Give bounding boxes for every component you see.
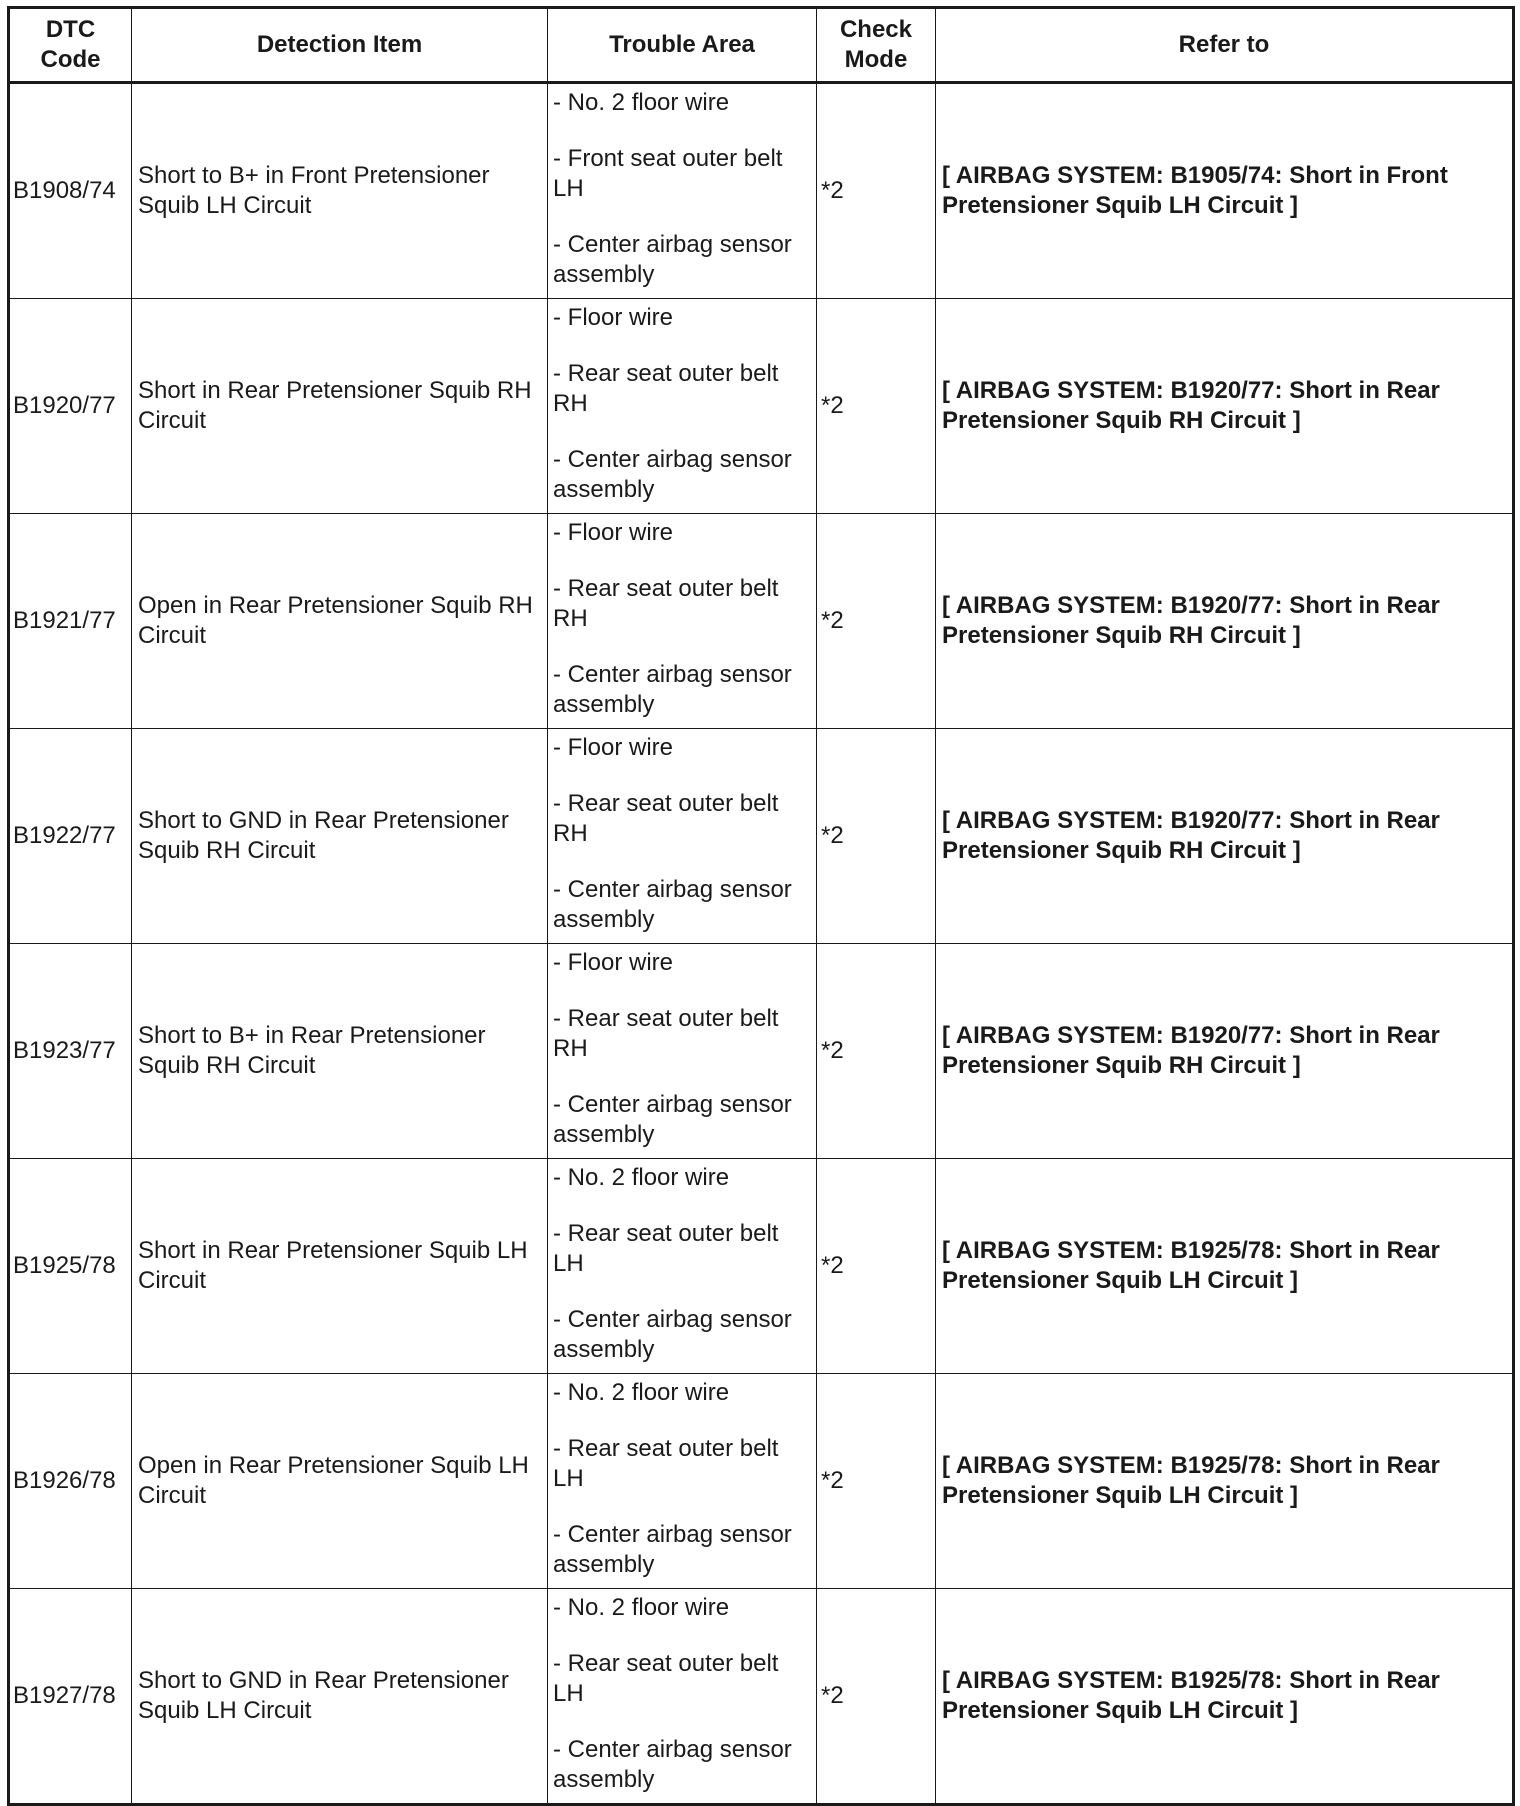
header-detection-item: Detection Item <box>132 8 548 83</box>
trouble-area-item: - Center airbag sensor assembly <box>553 1091 792 1148</box>
check-mode-cell: *2 <box>817 1159 936 1374</box>
trouble-area-item: - Center airbag sensor assembly <box>553 876 792 933</box>
trouble-area-item: - Front seat outer belt LH <box>553 145 783 202</box>
header-row <box>9 8 1514 83</box>
header-dtc-code-line1: DTC <box>45 16 96 43</box>
trouble-area-item: - Center airbag sensor assembly <box>553 1521 792 1578</box>
trouble-area-item: - Center airbag sensor assembly <box>553 1736 792 1793</box>
check-mode-cell: *2 <box>817 729 936 944</box>
trouble-area-cell <box>548 1589 817 1805</box>
dtc-code-cell: B1923/77 <box>9 944 132 1159</box>
trouble-area-item: - Rear seat outer belt LH <box>553 1435 779 1492</box>
header-check-mode <box>817 8 936 83</box>
table-row <box>9 83 1514 299</box>
table-row <box>9 944 1514 1159</box>
refer-to-link[interactable]: [ AIRBAG SYSTEM: B1920/77: Short in Rear Pretensioner Squib RH Circuit ] <box>936 299 1514 514</box>
trouble-area-item: - Floor wire <box>553 734 674 761</box>
trouble-area-item: - Rear seat outer belt LH <box>553 1220 779 1277</box>
table-row <box>9 729 1514 944</box>
header-check-mode-line1: Check <box>839 16 913 43</box>
detection-item-cell: Open in Rear Pretensioner Squib RH Circuit <box>132 514 548 729</box>
header-dtc-code-line2: Code <box>40 46 101 73</box>
detection-item-cell: Short to B+ in Front Pretensioner Squib LH Circuit <box>132 83 548 299</box>
trouble-area-item: - Center airbag sensor assembly <box>553 661 792 718</box>
check-mode-cell: *2 <box>817 1374 936 1589</box>
trouble-area-item: - Floor wire <box>553 949 674 976</box>
trouble-area-item: - Rear seat outer belt RH <box>553 1005 779 1062</box>
trouble-area-cell <box>548 1159 817 1374</box>
trouble-area-item: - Center airbag sensor assembly <box>553 446 792 503</box>
detection-item-cell: Short to GND in Rear Pretensioner Squib RH Circuit <box>132 729 548 944</box>
trouble-area-item: - Rear seat outer belt RH <box>553 575 779 632</box>
dtc-table <box>7 6 1515 1806</box>
dtc-code-cell: B1926/78 <box>9 1374 132 1589</box>
refer-to-link[interactable]: [ AIRBAG SYSTEM: B1925/78: Short in Rear Pretensioner Squib LH Circuit ] <box>936 1589 1514 1805</box>
dtc-code-cell: B1920/77 <box>9 299 132 514</box>
check-mode-cell: *2 <box>817 1589 936 1805</box>
trouble-area-cell <box>548 729 817 944</box>
check-mode-cell: *2 <box>817 514 936 729</box>
refer-to-link[interactable]: [ AIRBAG SYSTEM: B1920/77: Short in Rear Pretensioner Squib RH Circuit ] <box>936 944 1514 1159</box>
dtc-code-cell: B1908/74 <box>9 83 132 299</box>
trouble-area-item: - Rear seat outer belt RH <box>553 790 779 847</box>
table-row <box>9 1159 1514 1374</box>
refer-to-link[interactable]: [ AIRBAG SYSTEM: B1925/78: Short in Rear Pretensioner Squib LH Circuit ] <box>936 1374 1514 1589</box>
trouble-area-cell <box>548 1374 817 1589</box>
table-header <box>9 8 1514 83</box>
detection-item-cell: Short in Rear Pretensioner Squib LH Circuit <box>132 1159 548 1374</box>
dtc-code-cell: B1927/78 <box>9 1589 132 1805</box>
table-row <box>9 1589 1514 1805</box>
trouble-area-cell <box>548 944 817 1159</box>
refer-to-link[interactable]: [ AIRBAG SYSTEM: B1920/77: Short in Rear Pretensioner Squib RH Circuit ] <box>936 514 1514 729</box>
detection-item-cell: Short to GND in Rear Pretensioner Squib LH Circuit <box>132 1589 548 1805</box>
trouble-area-cell <box>548 83 817 299</box>
trouble-area-item: - Rear seat outer belt RH <box>553 360 779 417</box>
header-check-mode-line2: Mode <box>844 46 908 73</box>
dtc-code-cell: B1925/78 <box>9 1159 132 1374</box>
trouble-area-item: - No. 2 floor wire <box>553 89 730 116</box>
trouble-area-item: - Floor wire <box>553 304 674 331</box>
refer-to-link[interactable]: [ AIRBAG SYSTEM: B1920/77: Short in Rear Pretensioner Squib RH Circuit ] <box>936 729 1514 944</box>
trouble-area-cell <box>548 514 817 729</box>
dtc-code-cell: B1922/77 <box>9 729 132 944</box>
trouble-area-item: - Center airbag sensor assembly <box>553 231 792 288</box>
trouble-area-item: - Center airbag sensor assembly <box>553 1306 792 1363</box>
table-row <box>9 514 1514 729</box>
table-row <box>9 1374 1514 1589</box>
check-mode-cell: *2 <box>817 944 936 1159</box>
trouble-area-item: - Rear seat outer belt LH <box>553 1650 779 1707</box>
trouble-area-cell <box>548 299 817 514</box>
table-row <box>9 299 1514 514</box>
refer-to-link[interactable]: [ AIRBAG SYSTEM: B1925/78: Short in Rear Pretensioner Squib LH Circuit ] <box>936 1159 1514 1374</box>
header-dtc-code <box>9 8 132 83</box>
detection-item-cell: Open in Rear Pretensioner Squib LH Circuit <box>132 1374 548 1589</box>
header-trouble-area: Trouble Area <box>548 8 817 83</box>
detection-item-cell: Short in Rear Pretensioner Squib RH Circuit <box>132 299 548 514</box>
refer-to-link[interactable]: [ AIRBAG SYSTEM: B1905/74: Short in Front Pretensioner Squib LH Circuit ] <box>936 83 1514 299</box>
trouble-area-item: - Floor wire <box>553 519 674 546</box>
check-mode-cell: *2 <box>817 299 936 514</box>
dtc-code-cell: B1921/77 <box>9 514 132 729</box>
detection-item-cell: Short to B+ in Rear Pretensioner Squib RH Circuit <box>132 944 548 1159</box>
check-mode-cell: *2 <box>817 83 936 299</box>
table-body <box>9 83 1514 1805</box>
trouble-area-item: - No. 2 floor wire <box>553 1594 730 1621</box>
trouble-area-item: - No. 2 floor wire <box>553 1379 730 1406</box>
header-refer-to: Refer to <box>936 8 1514 83</box>
trouble-area-item: - No. 2 floor wire <box>553 1164 730 1191</box>
